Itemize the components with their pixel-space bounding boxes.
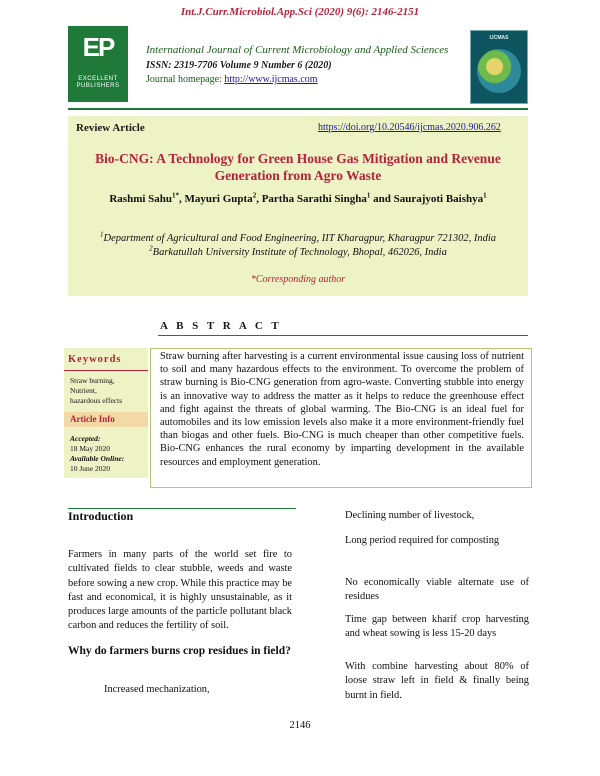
corresponding-author: *Corresponding author — [250, 274, 346, 285]
accepted-date: 18 May 2020 — [70, 444, 110, 453]
article-info-header — [64, 412, 148, 427]
author-name: Mayuri Gupta — [184, 193, 253, 205]
keyword: hazardous effects — [70, 396, 123, 405]
homepage-label: Journal homepage: — [146, 74, 225, 85]
author-affiliation-marker: 2 — [252, 191, 257, 200]
cover-title: IJCMAS — [489, 35, 509, 41]
affiliation-line: $^2$Barkatullah University Institute of Technology, Bhopal, 462026, India — [149, 244, 447, 258]
reason-item: No economically viable alternate use of residues — [345, 577, 529, 603]
article-info — [70, 434, 148, 474]
article-title: Bio-CNG: A Technology for Green House Gas Mitigation and Revenue Generation from Agro Waste — [95, 151, 501, 183]
journal-homepage — [146, 74, 318, 85]
introduction-heading: Introduction — [68, 509, 134, 523]
keywords-heading: Keywords — [68, 354, 122, 365]
logo-letters: EP — [82, 32, 114, 62]
author-name: Partha Sarathi Singha — [261, 193, 367, 205]
homepage-link[interactable]: http://www.ijcmas.com — [224, 74, 318, 85]
abstract-divider — [158, 335, 528, 336]
keyword: Straw burning, — [70, 376, 115, 385]
issn-line: ISSN: 2319-7706 Volume 9 Number 6 (2020) — [146, 60, 332, 71]
author-affiliation-marker: 1* — [172, 191, 180, 200]
reason-item: Declining number of livestock, — [345, 510, 475, 521]
reason-item: With combine harvesting about 80% of loose straw left in field & finally being burnt in field. — [345, 661, 529, 701]
article-type: Review Article — [76, 122, 145, 134]
online-label: Available Online: — [70, 454, 125, 463]
reason-item: Time gap between kharif crop harvesting and wheat sowing is less 15-20 days — [345, 614, 529, 640]
journal-name: International Journal of Current Microbiology and Applied Sciences — [146, 44, 449, 56]
publisher-logo — [68, 26, 128, 102]
affiliations — [68, 232, 528, 260]
why-burn-heading: Why do farmers burns crop residues in field? — [68, 645, 291, 657]
author-affiliation-marker: 1 — [483, 191, 487, 200]
abstract-text: Straw burning after harvesting is a current environmental issue causing loss of nutrient to soil and many hazardous effects to the environment. To overcome the problem of straw burning is Bio-CNG generation from agro-waste. Converting stubble into energy is an innovative way to address the matter as it helps to reduce the greenhouse effect and fight against the threats of global warming. The Bio-CNG is an ideal fuel for automobiles and its low emission levels also make it a more environment-friendly fuel than biogas and other fuels. Bio-CNG is much cheaper than other competitive fuels. Bio-CNG enhances the rural economy by imparting development in the available resources and employment generation. — [160, 351, 524, 468]
author-list: Rashmi Sahu$^{1*}$, Mayuri Gupta$^2$, Partha Sarathi Singha$^1$ and Saurajyoti Baishya$^1$ — [109, 191, 487, 205]
doi-link[interactable]: https://doi.org/10.20546/ijcmas.2020.906.262 — [318, 122, 501, 133]
online-date: 10 June 2020 — [70, 464, 110, 473]
affiliation-line: $^1$Department of Agricultural and Food Engineering, IIT Kharagpur, Kharagpur 721302, India — [100, 230, 496, 244]
keywords-divider — [64, 370, 148, 371]
article-info-heading: Article Info — [70, 414, 115, 424]
cover-art — [477, 49, 521, 93]
journal-citation: Int.J.Curr.Microbiol.App.Sci (2020) 9(6): 2146-2151 — [180, 6, 420, 18]
logo-text: EXCELLENT PUBLISHERS — [76, 76, 120, 89]
introduction-paragraph: Farmers in many parts of the world set fire to cultivated fields to clear stubble, weeds and waste before sowing a new crop. While this practice may be fast and economical, it is highly unsustainable, as it produces large amounts of the particle pollutant black carbon and reduces the fertility of soil. — [68, 549, 292, 632]
reason-item: Long period required for composting — [345, 535, 500, 546]
abstract-heading: A B S T R A C T — [160, 320, 282, 332]
abstract-header — [68, 318, 528, 336]
title-panel — [68, 116, 528, 296]
journal-cover-image — [470, 30, 528, 104]
reason-item: Increased mechanization, — [104, 684, 210, 695]
author-name: Saurajyoti Baishya — [393, 193, 484, 205]
accepted-label: Accepted: — [70, 434, 101, 443]
keyword: Nutrient, — [70, 386, 97, 395]
author-affiliation-marker: 1 — [366, 191, 371, 200]
author-name: Rashmi Sahu — [109, 193, 173, 205]
page-number: 2146 — [289, 720, 311, 731]
keywords-list — [70, 376, 148, 406]
header-divider — [68, 108, 528, 110]
